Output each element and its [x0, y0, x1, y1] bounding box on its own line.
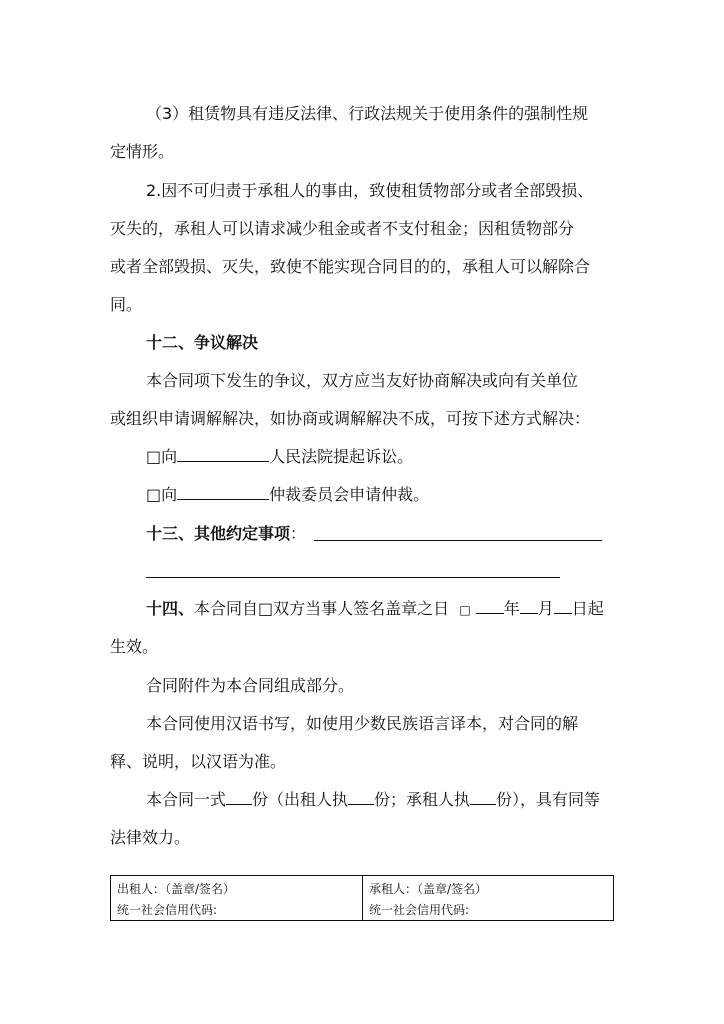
clause-2-line-4: 同。: [110, 295, 143, 314]
lessee-signature-cell[interactable]: [363, 876, 613, 920]
clause-2-line-2: 灭失的，承租人可以请求减少租金或者不支付租金；因租赁物部分: [110, 219, 575, 238]
dispute-line-2: 或组织申请调解解决，如协商或调解解决不成，可按下述方式解决：: [110, 409, 591, 428]
option-arbitration-suffix: 仲裁委员会申请仲裁。: [269, 485, 430, 504]
language-line-1: 本合同使用汉语书写，如使用少数民族语言译本，对合同的解: [146, 714, 579, 733]
effective-text-a: 本合同自□双方当事人签名盖章之日: [194, 599, 450, 618]
section-14-heading: 十四、: [146, 599, 195, 618]
section-13-line: [146, 524, 306, 544]
month-blank[interactable]: [520, 599, 538, 614]
option-court-suffix: 人民法院提起诉讼。: [269, 447, 414, 466]
dispute-option-court: [146, 447, 413, 467]
section-14-line-1: [146, 599, 604, 620]
copies-line-2: 法律效力。: [110, 828, 191, 847]
other-matters-blank-1[interactable]: [314, 540, 602, 541]
language-line-2: 释、说明，以汉语为准。: [110, 752, 287, 771]
year-blank[interactable]: [476, 599, 504, 614]
court-name-blank[interactable]: [177, 447, 269, 462]
clause-3-line-2: 定情形。: [110, 142, 175, 161]
lessee-credit-code: 统一社会信用代码:: [369, 903, 470, 917]
section-13-colon: ：: [290, 524, 307, 543]
clause-3-line-1: （3）租赁物具有违反法律、行政法规关于使用条件的强制性规: [146, 104, 589, 123]
day-blank[interactable]: [554, 599, 572, 614]
total-copies-blank[interactable]: [226, 790, 252, 805]
month-label: 月: [537, 599, 554, 618]
signature-table: [110, 875, 614, 921]
clause-2-line-3: 或者全部毁损、灭失，致使不能实现合同目的的，承租人可以解除合: [110, 257, 591, 276]
clause-2-line-1: 2.因不可归责于承租人的事由，致使租赁物部分或者全部毁损、: [146, 181, 594, 200]
effective-checkbox[interactable]: □: [459, 603, 471, 617]
lessor-label: 出租人：（盖章/签名）: [117, 882, 236, 896]
lessor-signature-cell[interactable]: [111, 876, 363, 920]
lessee-label: 承租人：（盖章/签名）: [369, 882, 488, 896]
copies-text-c: 份；承租人执: [374, 790, 471, 809]
copies-text-d: 份），具有同等: [496, 790, 601, 809]
copies-text-a: 本合同一式: [146, 790, 227, 809]
day-label: 日起: [571, 599, 604, 618]
copies-line-1: [146, 790, 600, 810]
copies-text-b: 份（出租人执: [252, 790, 349, 809]
dispute-option-arbitration: [146, 485, 429, 505]
section-12-heading: 十二、争议解决: [146, 333, 259, 352]
annex-line: 合同附件为本合同组成部分。: [146, 676, 355, 695]
option-arbitration-prefix: □向: [146, 485, 178, 504]
section-14-line-2: 生效。: [110, 637, 159, 656]
other-matters-blank-2[interactable]: [146, 577, 560, 578]
lessor-copies-blank[interactable]: [348, 790, 374, 805]
lessee-copies-blank[interactable]: [470, 790, 496, 805]
lessor-credit-code: 统一社会信用代码:: [117, 903, 218, 917]
year-label: 年: [503, 599, 520, 618]
option-court-prefix: □向: [146, 447, 178, 466]
dispute-line-1: 本合同项下发生的争议，双方应当友好协商解决或向有关单位: [146, 371, 579, 390]
section-13-heading: 十三、其他约定事项: [146, 524, 291, 543]
arbitration-name-blank[interactable]: [177, 485, 269, 500]
